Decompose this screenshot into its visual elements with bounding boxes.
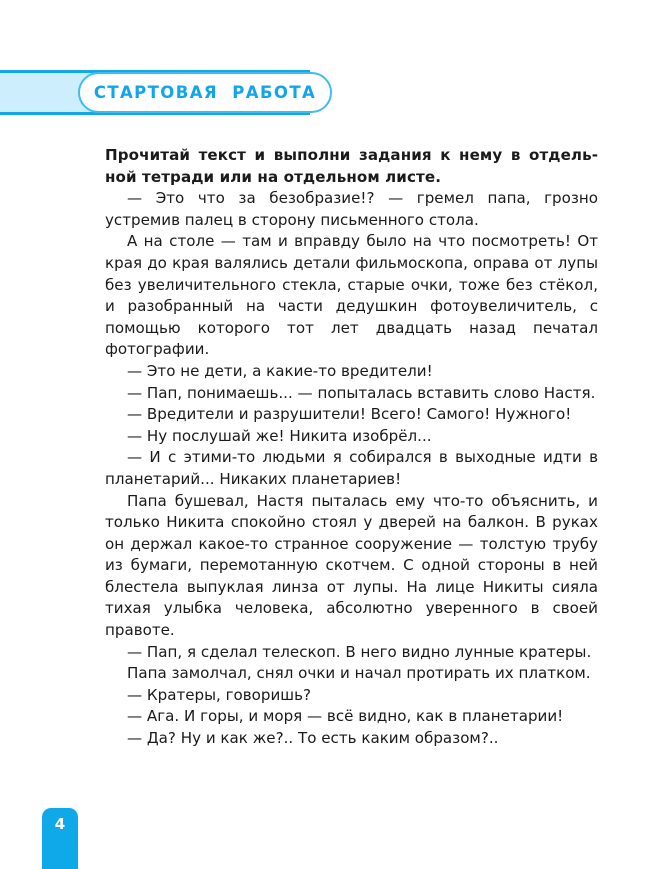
passage-paragraph: — Вредители и разрушители! Всего! Самого! Нужного! [127,405,572,424]
passage-paragraph: А на столе — там и вправду было на что посмотреть! От края до края валялись детали фильмоскопа, оправа от лупы без увеличительного стекла, старые очки, тоже без стёкол, и разобранный на части дедушкин фотоувеличитель, с помощью которого тот лет двадцать назад печатал фотографии. [105,232,598,359]
passage-paragraph: — И с этими-то людьми я собирался в выходные идти в планетарий... Никаких планетариев! [105,448,598,488]
passage-paragraph: — Это не дети, а какие-то вредители! [127,361,433,380]
passage-paragraph: Папа бушевал, Настя пыталась ему что-то объяснить, и только Никита спокойно стоял у дверей на балкон. В руках он держал какое-то странное сооружение — толстую трубу из бумаги, перемотанную скотчем. С одной стороны в ней блестела выпуклая линза от лупы. На лице Никиты сияла тихая улыбка человека, абсолютно уверенного в своей правоте. [105,491,598,640]
page-number-tab [42,808,78,869]
passage-paragraph: — Кратеры, говоришь? [127,685,312,704]
passage-paragraph: — Это что за безобразие!? — гремел папа, грозно устремив палец в сторону письменного стола. [105,189,598,229]
passage-paragraph: — Ага. И горы, и моря — всё видно, как в планетарии! [127,707,564,726]
page-number: 4 [54,815,66,833]
section-title: СТАРТОВАЯ РАБОТА [93,83,317,102]
passage-paragraphs [105,188,598,749]
passage-paragraph: — Пап, я сделал телескоп. В него видно лунные кратеры. [127,642,592,661]
section-banner-pill [78,72,332,113]
passage-paragraph: — Ну послушай же! Никита изобрёл... [127,426,432,445]
passage-paragraph: — Пап, понимаешь... — попыталась вставить слово Настя. [127,383,596,402]
passage-paragraph: — Да? Ну и как же?.. То есть каким образом?.. [127,729,499,748]
reading-passage [105,145,598,750]
task-instruction: Прочитай текст и выполни задания к нему в отдельной тетради или на отдельном листе. [105,146,598,186]
passage-paragraph: Папа замолчал, снял очки и начал протирать их платком. [127,664,591,683]
